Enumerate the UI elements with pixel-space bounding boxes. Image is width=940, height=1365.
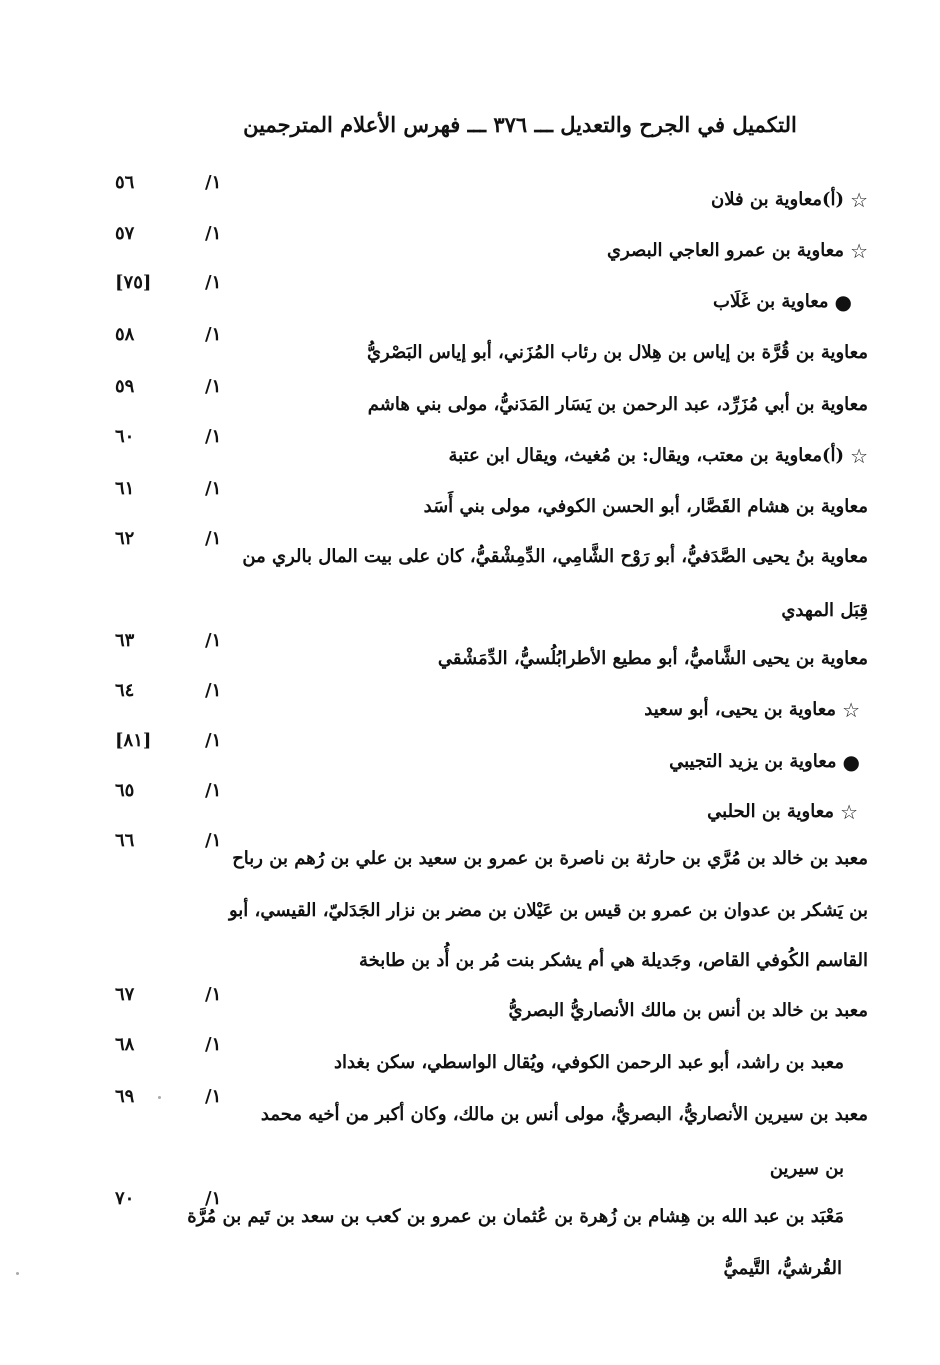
entry-name: مَعْبَد بن عبد الله بن هِشام بن زُهرة بن عُثمان بن عمرو بن كعب بن سعد بن تَيم بن مُرَّة (187, 1206, 844, 1227)
index-entry-continuation (724, 1258, 842, 1279)
entry-number: ٧٠ (115, 1188, 135, 1209)
index-entry (711, 188, 868, 212)
index-entry (448, 444, 868, 468)
entry-name: معاوية بنُ يحيى الصَّدَفيُّ، أبو رَوْح الشَّامِي، الدِّمِشْقيُّ، كان على بيت المال بالري من (242, 546, 868, 567)
index-entry-continuation (781, 600, 868, 621)
star-icon: ☆ (850, 239, 868, 263)
bullet-icon: ● (842, 750, 860, 774)
volume-number: ١/ (205, 272, 222, 293)
volume-number: ١/ (205, 630, 222, 651)
volume-number: ١/ (205, 780, 222, 801)
bullet-icon: ● (834, 290, 852, 314)
index-entry (368, 394, 868, 415)
page-header: التكميل في الجرح والتعديل ـــ ٣٧٦ ـــ فهرس الأعلام المترجمين (243, 112, 797, 137)
entry-number: ٦٧ (115, 984, 135, 1005)
entry-number: ٦٦ (115, 830, 135, 851)
entry-number: ٥٧ (115, 223, 135, 244)
volume-number: ١/ (205, 680, 222, 701)
entry-name: معاوية بن غَلَاب (713, 291, 829, 312)
index-entry (644, 698, 860, 722)
entry-name: القاسم الكُوفي القاص، وجَديلة هي أم يشكر بنت مُر بن أُد بن طابخة (358, 950, 868, 971)
entry-name: معاوية بن يحيى الشَّاميُّ، أبو مطيع الأطرابُلُسيُّ، الدِّمَشْقي (437, 648, 868, 669)
entry-number: ٦٢ (115, 528, 135, 549)
entry-number: ٦٠ (115, 426, 135, 447)
volume-number: ١/ (205, 730, 222, 751)
index-entry (607, 239, 868, 263)
scan-speck (158, 1096, 161, 1099)
entry-name: القُرشيُّ، التَّيميُّ (723, 1258, 842, 1279)
entry-number: ٦١ (115, 478, 135, 499)
index-entry (713, 290, 852, 314)
index-entry-continuation (770, 1158, 844, 1179)
entry-name: (أ)معاوية بن معتب، ويقال: بن مُغيث، ويقال ابن عتبة (448, 445, 845, 466)
index-entry (187, 1206, 844, 1227)
entry-name: معبد بن خالد بن مُرَّي بن حارثة بن ناصرة بن عمرو بن سعيد بن علي بن رُهم بن رباح (232, 848, 868, 869)
entry-number: ٥٨ (115, 324, 135, 345)
volume-number: ١/ (205, 172, 222, 193)
entry-number: ٦٩ (115, 1086, 135, 1107)
entry-name: معاوية بن قُرَّة بن إياس بن هِلال بن رئاب المُزَني، أبو إياس البَصْريُّ (366, 342, 868, 363)
index-entry (367, 342, 868, 363)
index-entry-continuation (229, 900, 868, 921)
entry-name: معاوية بن يحيى، أبو سعيد (644, 699, 837, 720)
entry-number: ٦٤ (115, 680, 135, 701)
volume-number: ١/ (205, 1188, 222, 1209)
entry-name: بن سيرين (769, 1158, 844, 1179)
entry-number: ٦٥ (115, 780, 135, 801)
entry-number: ٦٣ (115, 630, 135, 651)
entry-name: قِبَل المهدي (781, 600, 868, 621)
volume-number: ١/ (205, 830, 222, 851)
volume-number: ١/ (205, 324, 222, 345)
entry-name: (أ)معاوية بن فلان (711, 189, 845, 210)
index-entry (334, 1052, 844, 1073)
index-entry (438, 648, 868, 669)
entry-number: [٧٥] (115, 272, 152, 293)
entry-number: ٥٩ (115, 376, 135, 397)
volume-number: ١/ (205, 376, 222, 397)
index-entry (261, 1104, 868, 1125)
entry-name: معاوية بن أبي مُزَرِّد، عبد الرحمن بن يَسَار المَدَنيُّ، مولى بني هاشم (367, 394, 868, 415)
volume-number: ١/ (205, 984, 222, 1005)
entry-name: معاوية بن عمرو العاجي البصري (607, 240, 845, 261)
index-entry (509, 1000, 868, 1021)
star-icon: ☆ (850, 188, 868, 212)
entry-name: معاوية بن هشام القَصَّار، أبو الحسن الكوفي، مولى بني أَسَد (423, 496, 868, 517)
entry-number: ٥٦ (115, 172, 135, 193)
entry-name: معبد بن سيرين الأنصاريُّ، البصريُّ، مولى أنس بن مالك، وكان أكبر من أخيه محمد (260, 1104, 868, 1125)
index-entry (707, 800, 858, 824)
index-entry (232, 848, 868, 869)
volume-number: ١/ (205, 223, 222, 244)
index-entry (669, 750, 860, 774)
star-icon: ☆ (850, 444, 868, 468)
entry-name: معاوية بن يزيد التجيبي (669, 751, 837, 772)
volume-number: ١/ (205, 1034, 222, 1055)
volume-number: ١/ (205, 1086, 222, 1107)
entry-name: معاوية بن الحلبي (707, 801, 835, 822)
volume-number: ١/ (205, 426, 222, 447)
star-icon: ☆ (840, 800, 858, 824)
entry-number: ٦٨ (115, 1034, 135, 1055)
volume-number: ١/ (205, 478, 222, 499)
entry-number: [٨١] (115, 730, 152, 751)
index-entry (424, 496, 868, 517)
volume-number: ١/ (205, 528, 222, 549)
star-icon: ☆ (842, 698, 860, 722)
entry-name: معبد بن خالد بن أنس بن مالك الأنصاريُّ البصريُّ (508, 1000, 868, 1021)
entry-name: بن يَشكر بن عدوان بن عمرو بن قيس بن عَيْلان بن مضر بن نزار الجَدَليّ، القيسي، أبو (228, 900, 868, 921)
index-entry-continuation (359, 950, 868, 971)
entry-name: معبد بن راشد، أبو عبد الرحمن الكوفي، ويُقال الواسطي، سكن بغداد (333, 1052, 844, 1073)
index-entry (242, 546, 868, 567)
scan-speck (16, 1272, 19, 1275)
